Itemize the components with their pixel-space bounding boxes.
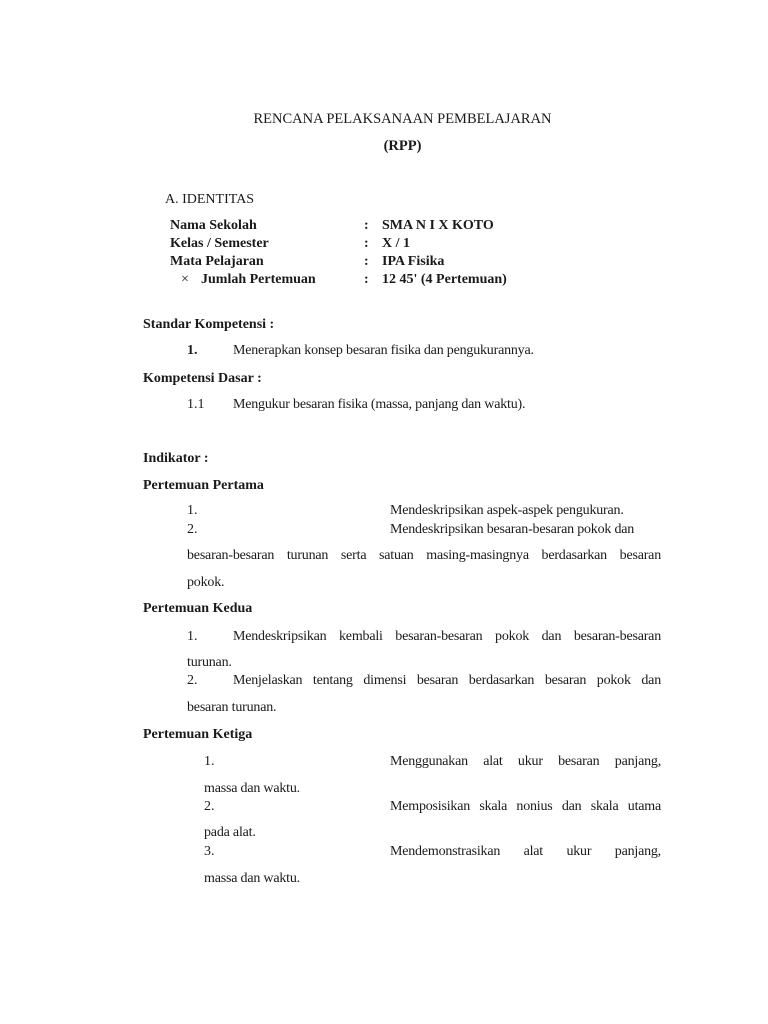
- pertemuan-pertama-heading: Pertemuan Pertama: [143, 478, 264, 493]
- identitas-value: IPA Fisika: [382, 254, 445, 269]
- list-item-text: Mendeskripsikan aspek-aspek pengukuran.: [390, 503, 624, 518]
- document-title: RENCANA PELAKSANAAN PEMBELAJARAN: [253, 111, 552, 127]
- list-item-continuation: massa dan waktu.: [204, 871, 300, 886]
- list-item-number: 1.: [204, 754, 215, 769]
- list-item-text: Memposisikan skala nonius dan skala utama: [390, 799, 661, 814]
- identitas-label: Jumlah Pertemuan: [201, 272, 316, 287]
- list-item-text: Mendeskripsikan besaran-besaran pokok dan: [390, 522, 635, 537]
- list-item-number: 1.: [187, 343, 198, 358]
- identitas-colon: :: [364, 218, 369, 233]
- identitas-value: X / 1: [382, 236, 410, 251]
- document-subtitle: (RPP): [383, 138, 422, 154]
- kompetensi-dasar-heading: Kompetensi Dasar :: [143, 371, 262, 386]
- list-item-text: Mendemonstrasikan alat ukur panjang,: [390, 844, 661, 859]
- list-item-number: 2.: [204, 799, 215, 814]
- list-item-continuation: pada alat.: [204, 825, 256, 840]
- identitas-label: Kelas / Semester: [170, 236, 269, 251]
- identitas-colon: :: [364, 272, 369, 287]
- list-item-text: Menerapkan konsep besaran fisika dan pengukurannya.: [233, 343, 534, 358]
- list-item-continuation: massa dan waktu.: [204, 781, 300, 796]
- list-item-text: Menjelaskan tentang dimensi besaran berdasarkan besaran pokok dan: [233, 673, 661, 688]
- list-item-continuation: besaran turunan.: [187, 700, 277, 715]
- identitas-label: Nama Sekolah: [170, 218, 257, 233]
- identitas-value: SMA N I X KOTO: [382, 218, 494, 233]
- list-item-continuation: besaran-besaran turunan serta satuan masing-masingnya berdasarkan besaran: [187, 548, 661, 563]
- pertemuan-kedua-heading: Pertemuan Kedua: [143, 601, 253, 616]
- list-item-text: Mengukur besaran fisika (massa, panjang dan waktu).: [233, 397, 526, 412]
- list-item-text: Mendeskripsikan kembali besaran-besaran pokok dan besaran-besaran: [233, 629, 661, 644]
- list-item-number: 1.: [187, 503, 198, 518]
- section-identitas-heading: A. IDENTITAS: [165, 192, 255, 207]
- list-item-text: Menggunakan alat ukur besaran panjang,: [390, 754, 661, 769]
- identitas-value: 12 45' (4 Pertemuan): [382, 272, 507, 287]
- list-item-continuation: pokok.: [187, 575, 225, 590]
- list-item-number: 2.: [187, 673, 198, 688]
- identitas-colon: :: [364, 254, 369, 269]
- pertemuan-ketiga-heading: Pertemuan Ketiga: [143, 727, 253, 742]
- list-item-continuation: turunan.: [187, 655, 232, 670]
- standar-kompetensi-heading: Standar Kompetensi :: [143, 317, 275, 332]
- indikator-heading: Indikator :: [143, 451, 209, 466]
- list-item-number: 1.: [187, 629, 198, 644]
- list-item-number: 3.: [204, 844, 215, 859]
- list-item-number: 1.1: [187, 397, 205, 412]
- identitas-label: Mata Pelajaran: [170, 254, 264, 269]
- bullet-icon: ×: [181, 272, 189, 287]
- list-item-number: 2.: [187, 522, 198, 537]
- identitas-colon: :: [364, 236, 369, 251]
